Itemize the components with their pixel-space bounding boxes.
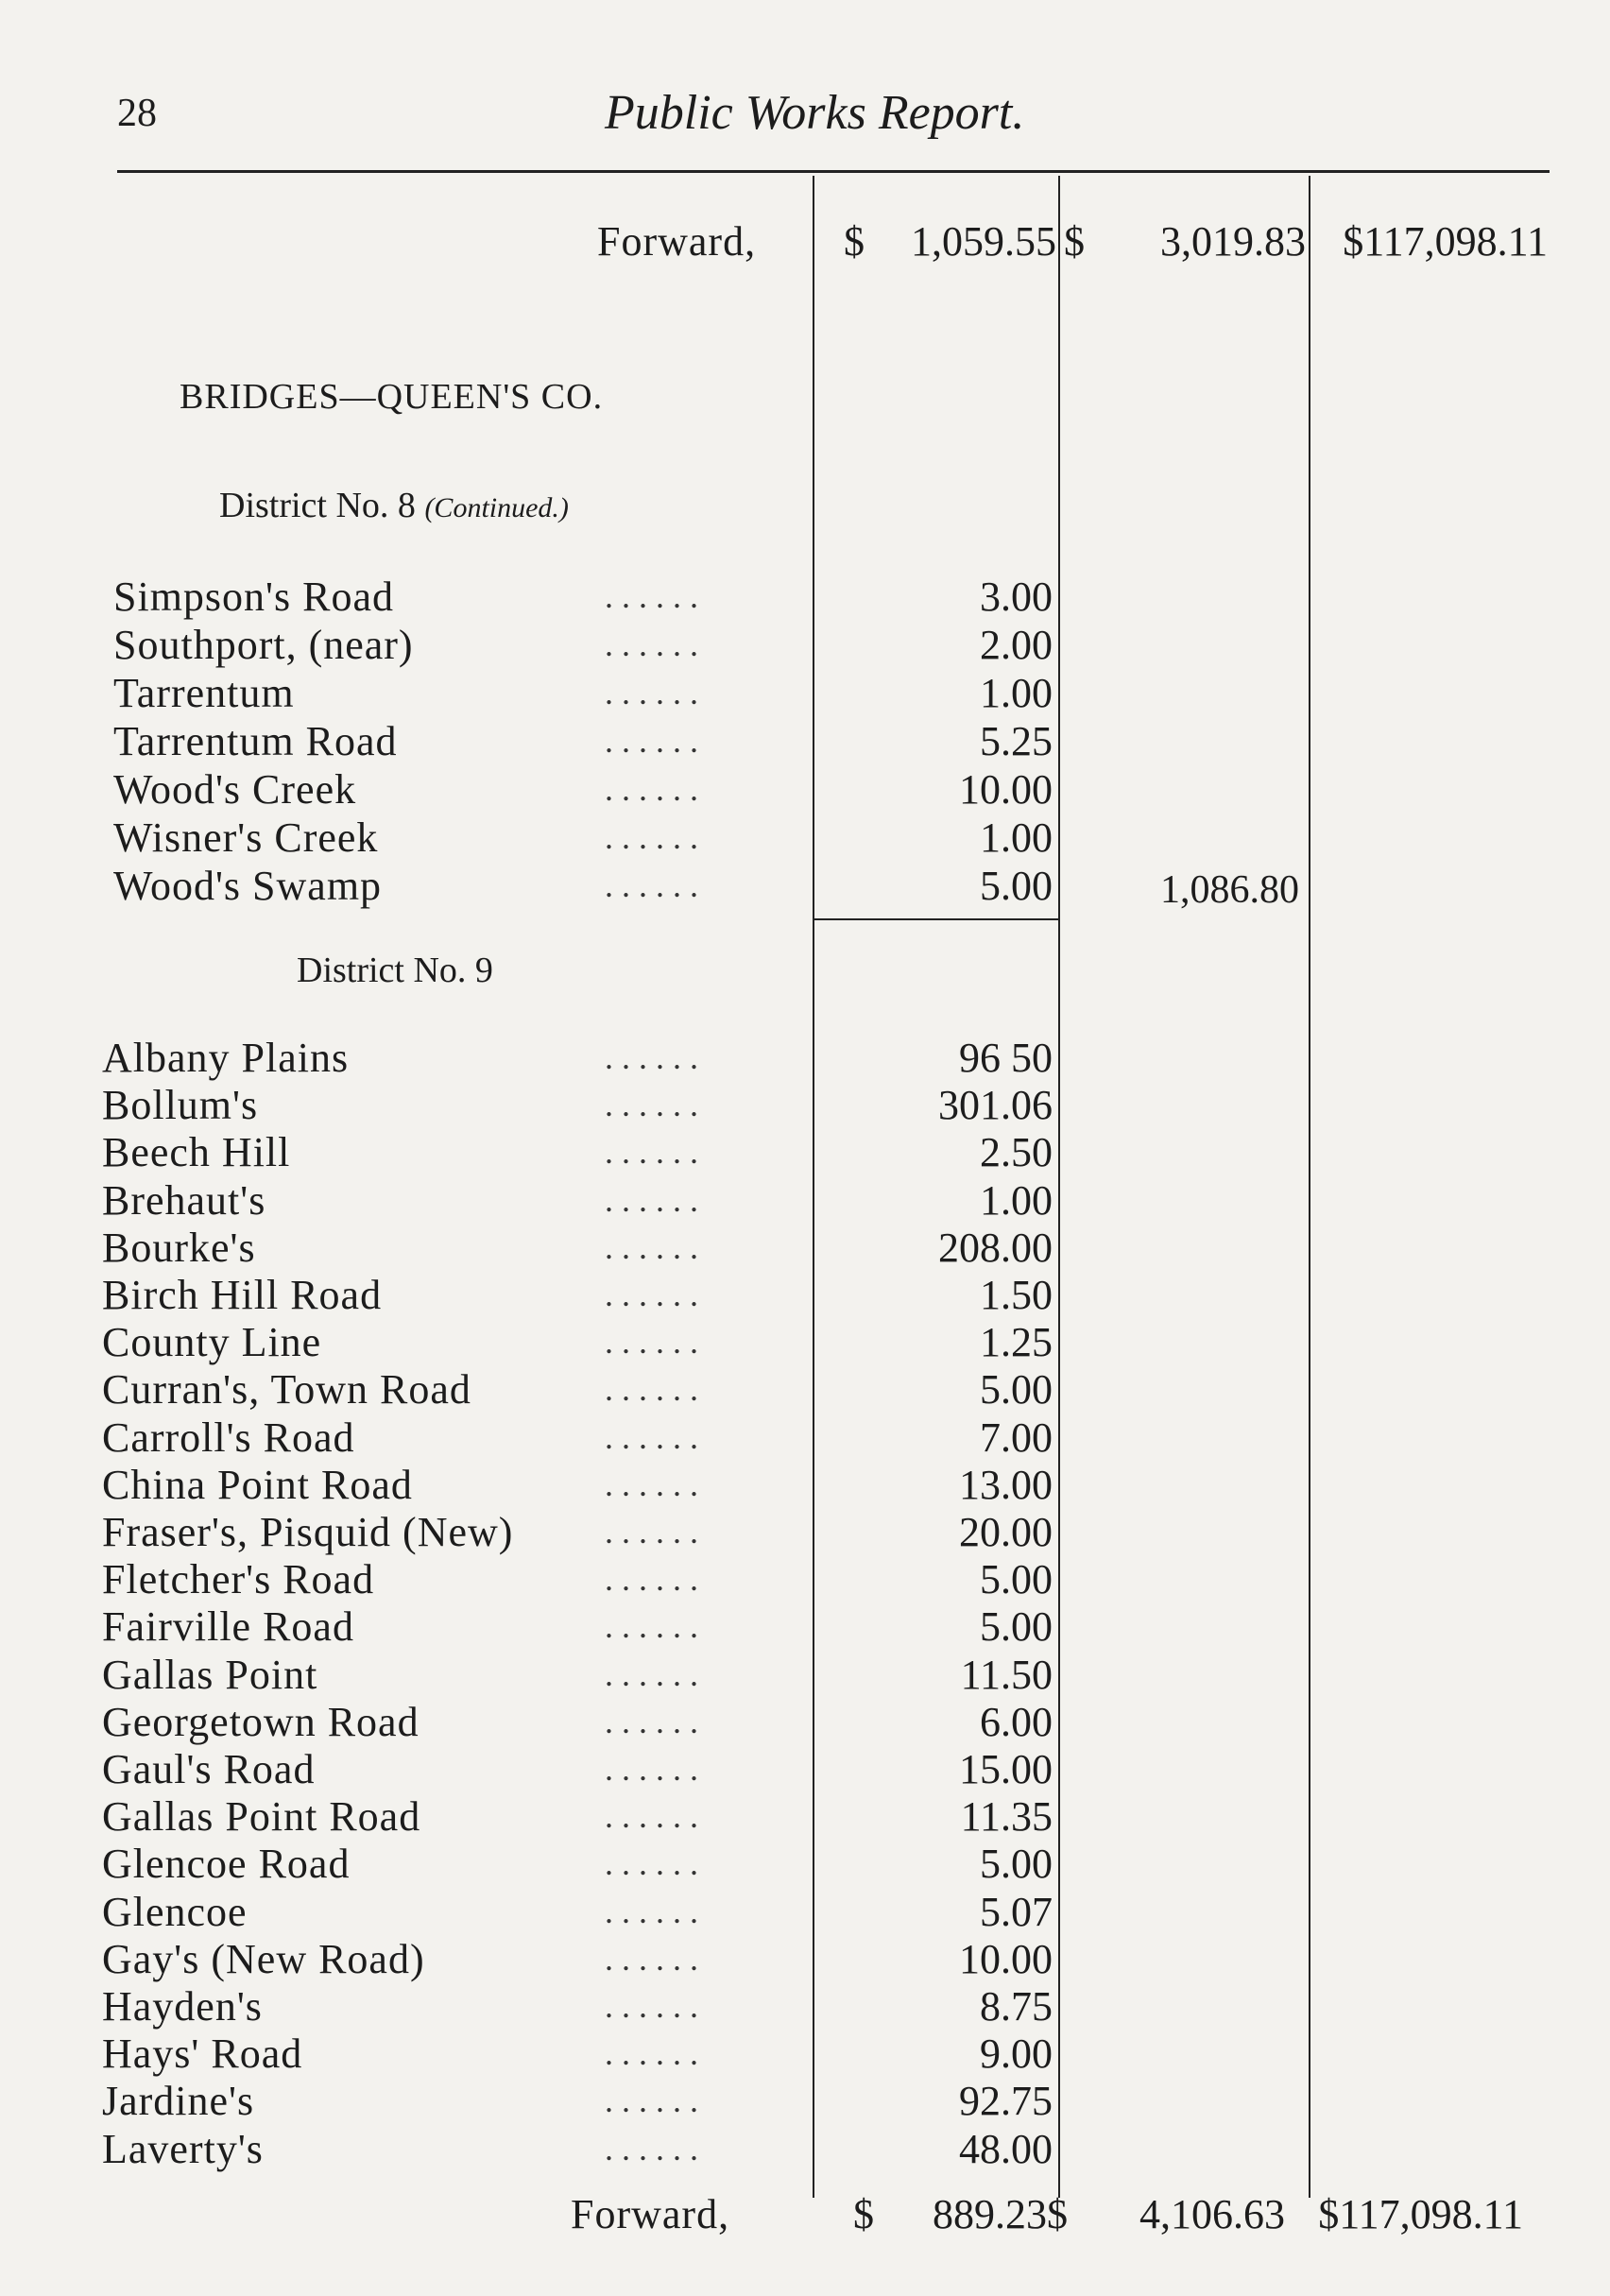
list-item xyxy=(102,2030,1058,2077)
item-name: Birch Hill Road xyxy=(102,1272,383,1318)
item-amount: 5.00 xyxy=(980,1366,1053,1414)
list-item xyxy=(102,1602,1058,1650)
item-name: Gaul's Road xyxy=(102,1746,316,1792)
item-name: Carroll's Road xyxy=(102,1414,355,1461)
item-amount: 20.00 xyxy=(959,1509,1053,1555)
forward-bottom-dollar-2: $ xyxy=(1047,2191,1068,2237)
forward-bottom-col2: 4,106.63 xyxy=(1139,2191,1285,2237)
list-item xyxy=(102,2077,1058,2124)
item-amount: 5.07 xyxy=(980,1888,1053,1935)
district-9-heading: District No. 9 xyxy=(297,951,493,990)
item-amount: 5.00 xyxy=(980,1841,1053,1888)
forward-label-bottom: Forward, xyxy=(571,2191,730,2237)
list-item xyxy=(113,717,1058,764)
item-amount: 1.25 xyxy=(980,1319,1053,1366)
dot-leaders: . . . . . . xyxy=(605,722,698,760)
item-name: Wood's Swamp xyxy=(113,863,383,909)
dot-leaders: . . . . . . xyxy=(605,625,698,663)
item-name: Brehaut's xyxy=(102,1176,266,1224)
dot-leaders: . . . . . . xyxy=(605,2034,698,2073)
dot-leaders: . . . . . . xyxy=(605,1323,698,1362)
forward-label-top: Forward, xyxy=(597,218,757,265)
list-item xyxy=(102,1935,1058,1982)
item-amount: 2.50 xyxy=(980,1129,1053,1176)
dot-leaders: . . . . . . xyxy=(605,1607,698,1646)
item-name: Simpson's Road xyxy=(113,574,394,620)
district-8-subtotal-rule xyxy=(814,918,1058,920)
item-name: China Point Road xyxy=(102,1461,413,1508)
dot-leaders: . . . . . . xyxy=(605,818,698,856)
list-item xyxy=(102,1698,1058,1745)
list-item xyxy=(102,1224,1058,1271)
forward-bottom-col3: $117,098.11 xyxy=(1318,2191,1523,2237)
item-name: Jardine's xyxy=(102,2078,255,2125)
list-item xyxy=(102,1508,1058,1555)
item-amount: 48.00 xyxy=(959,2125,1053,2172)
forward-bottom-col1: 889.23 xyxy=(933,2191,1047,2237)
item-amount: 2.00 xyxy=(980,622,1053,668)
item-amount: 15.00 xyxy=(959,1746,1053,1792)
item-name: Gallas Point xyxy=(102,1651,318,1698)
item-name: Southport, (near) xyxy=(113,622,414,668)
item-name: Albany Plains xyxy=(102,1035,350,1081)
dot-leaders: . . . . . . xyxy=(605,1370,698,1409)
dot-leaders: . . . . . . xyxy=(605,577,698,615)
item-name: Tarrentum Road xyxy=(113,718,398,764)
forward-top-dollar-1: $ xyxy=(844,218,865,265)
item-amount: 7.00 xyxy=(980,1414,1053,1461)
item-name: Laverty's xyxy=(102,2125,264,2172)
list-item xyxy=(102,1128,1058,1175)
item-name: Beech Hill xyxy=(102,1129,291,1176)
item-amount: 6.00 xyxy=(980,1698,1053,1745)
dot-leaders: . . . . . . xyxy=(605,866,698,904)
header-rule xyxy=(117,170,1550,173)
list-item xyxy=(102,2125,1058,2172)
item-amount: 5.00 xyxy=(980,1603,1053,1651)
dot-leaders: . . . . . . xyxy=(605,1227,698,1266)
item-name: Bollum's xyxy=(102,1082,259,1129)
item-name: Tarrentum xyxy=(113,670,295,716)
item-name: Gallas Point Road xyxy=(102,1793,421,1841)
list-item xyxy=(113,814,1058,861)
item-name: Hayden's xyxy=(102,1983,263,2030)
item-name: Fletcher's Road xyxy=(102,1556,375,1603)
list-item xyxy=(102,1651,1058,1698)
dot-leaders: . . . . . . xyxy=(605,1180,698,1219)
item-amount: 13.00 xyxy=(959,1461,1053,1508)
item-amount: 301.06 xyxy=(938,1082,1053,1129)
item-amount: 8.75 xyxy=(980,1983,1053,2030)
item-amount: 92.75 xyxy=(959,2078,1053,2125)
item-name: Fairville Road xyxy=(102,1603,354,1651)
item-amount: 11.35 xyxy=(960,1793,1053,1841)
district-8-note: (Continued.) xyxy=(424,492,569,523)
item-name: Bourke's xyxy=(102,1224,256,1271)
item-name: Georgetown Road xyxy=(102,1698,420,1745)
item-name: Curran's, Town Road xyxy=(102,1366,471,1414)
dot-leaders: . . . . . . xyxy=(605,1133,698,1172)
district-8-total: 1,086.80 xyxy=(1160,868,1299,912)
list-item xyxy=(113,765,1058,813)
item-amount: 1.50 xyxy=(980,1272,1053,1318)
forward-top-col3: $117,098.11 xyxy=(1343,218,1548,265)
dot-leaders: . . . . . . xyxy=(605,2082,698,2120)
dot-leaders: . . . . . . xyxy=(605,1892,698,1930)
dot-leaders: . . . . . . xyxy=(605,1844,698,1883)
item-amount: 3.00 xyxy=(980,574,1053,620)
item-amount: 9.00 xyxy=(980,2030,1053,2078)
forward-top-dollar-2: $ xyxy=(1064,218,1085,265)
forward-bottom-dollar-1: $ xyxy=(853,2191,874,2237)
district-8-heading xyxy=(219,485,569,526)
item-amount: 1.00 xyxy=(980,670,1053,716)
page-title: Public Works Report. xyxy=(605,86,1025,140)
dot-leaders: . . . . . . xyxy=(605,1654,698,1693)
list-item xyxy=(102,1745,1058,1792)
list-item xyxy=(102,1414,1058,1461)
list-item xyxy=(113,862,1058,909)
list-item xyxy=(102,1982,1058,2030)
item-amount: 10.00 xyxy=(959,766,1053,813)
list-item xyxy=(113,573,1058,620)
list-item xyxy=(113,669,1058,716)
dot-leaders: . . . . . . xyxy=(605,1465,698,1503)
list-item xyxy=(102,1888,1058,1935)
dot-leaders: . . . . . . xyxy=(605,1987,698,2025)
column-rule-2 xyxy=(1058,176,1060,2198)
item-amount: 5.00 xyxy=(980,1556,1053,1603)
dot-leaders: . . . . . . xyxy=(605,1702,698,1740)
list-item xyxy=(102,1365,1058,1413)
dot-leaders: . . . . . . xyxy=(605,1560,698,1599)
dot-leaders: . . . . . . xyxy=(605,1417,698,1456)
list-item xyxy=(102,1081,1058,1128)
list-item xyxy=(102,1034,1058,1081)
dot-leaders: . . . . . . xyxy=(605,1750,698,1788)
forward-top-col1: 1,059.55 xyxy=(911,218,1056,265)
item-amount: 5.25 xyxy=(980,718,1053,764)
section-heading: BRIDGES—QUEEN'S CO. xyxy=(180,377,604,417)
item-name: Gay's (New Road) xyxy=(102,1935,425,1982)
item-name: County Line xyxy=(102,1319,322,1366)
dot-leaders: . . . . . . xyxy=(605,770,698,808)
list-item xyxy=(102,1318,1058,1365)
dot-leaders: . . . . . . xyxy=(605,1276,698,1313)
item-name: Wood's Creek xyxy=(113,766,357,813)
dot-leaders: . . . . . . xyxy=(605,1797,698,1836)
list-item xyxy=(113,621,1058,668)
item-name: Hays' Road xyxy=(102,2030,303,2078)
item-amount: 208.00 xyxy=(938,1224,1053,1271)
item-name: Glencoe Road xyxy=(102,1841,351,1888)
page-number: 28 xyxy=(117,92,157,135)
list-item xyxy=(102,1555,1058,1602)
item-amount: 1.00 xyxy=(980,814,1053,861)
district-8-title: District No. 8 xyxy=(219,486,416,525)
dot-leaders: . . . . . . xyxy=(605,1939,698,1978)
item-name: Wisner's Creek xyxy=(113,814,379,861)
list-item xyxy=(102,1840,1058,1887)
item-amount: 5.00 xyxy=(980,863,1053,909)
dot-leaders: . . . . . . xyxy=(605,674,698,711)
item-amount: 11.50 xyxy=(960,1651,1053,1698)
item-name: Fraser's, Pisquid (New) xyxy=(102,1509,514,1555)
dot-leaders: . . . . . . xyxy=(605,2129,698,2167)
item-name: Glencoe xyxy=(102,1888,248,1935)
item-amount: 96 50 xyxy=(959,1035,1053,1081)
list-item xyxy=(102,1176,1058,1224)
list-item xyxy=(102,1792,1058,1840)
column-rule-3 xyxy=(1309,176,1310,2198)
forward-top-col2: 3,019.83 xyxy=(1160,218,1306,265)
item-amount: 1.00 xyxy=(980,1176,1053,1224)
dot-leaders: . . . . . . xyxy=(605,1086,698,1124)
dot-leaders: . . . . . . xyxy=(605,1513,698,1551)
item-amount: 10.00 xyxy=(959,1935,1053,1982)
list-item xyxy=(102,1461,1058,1508)
list-item xyxy=(102,1271,1058,1318)
dot-leaders: . . . . . . xyxy=(605,1038,698,1076)
